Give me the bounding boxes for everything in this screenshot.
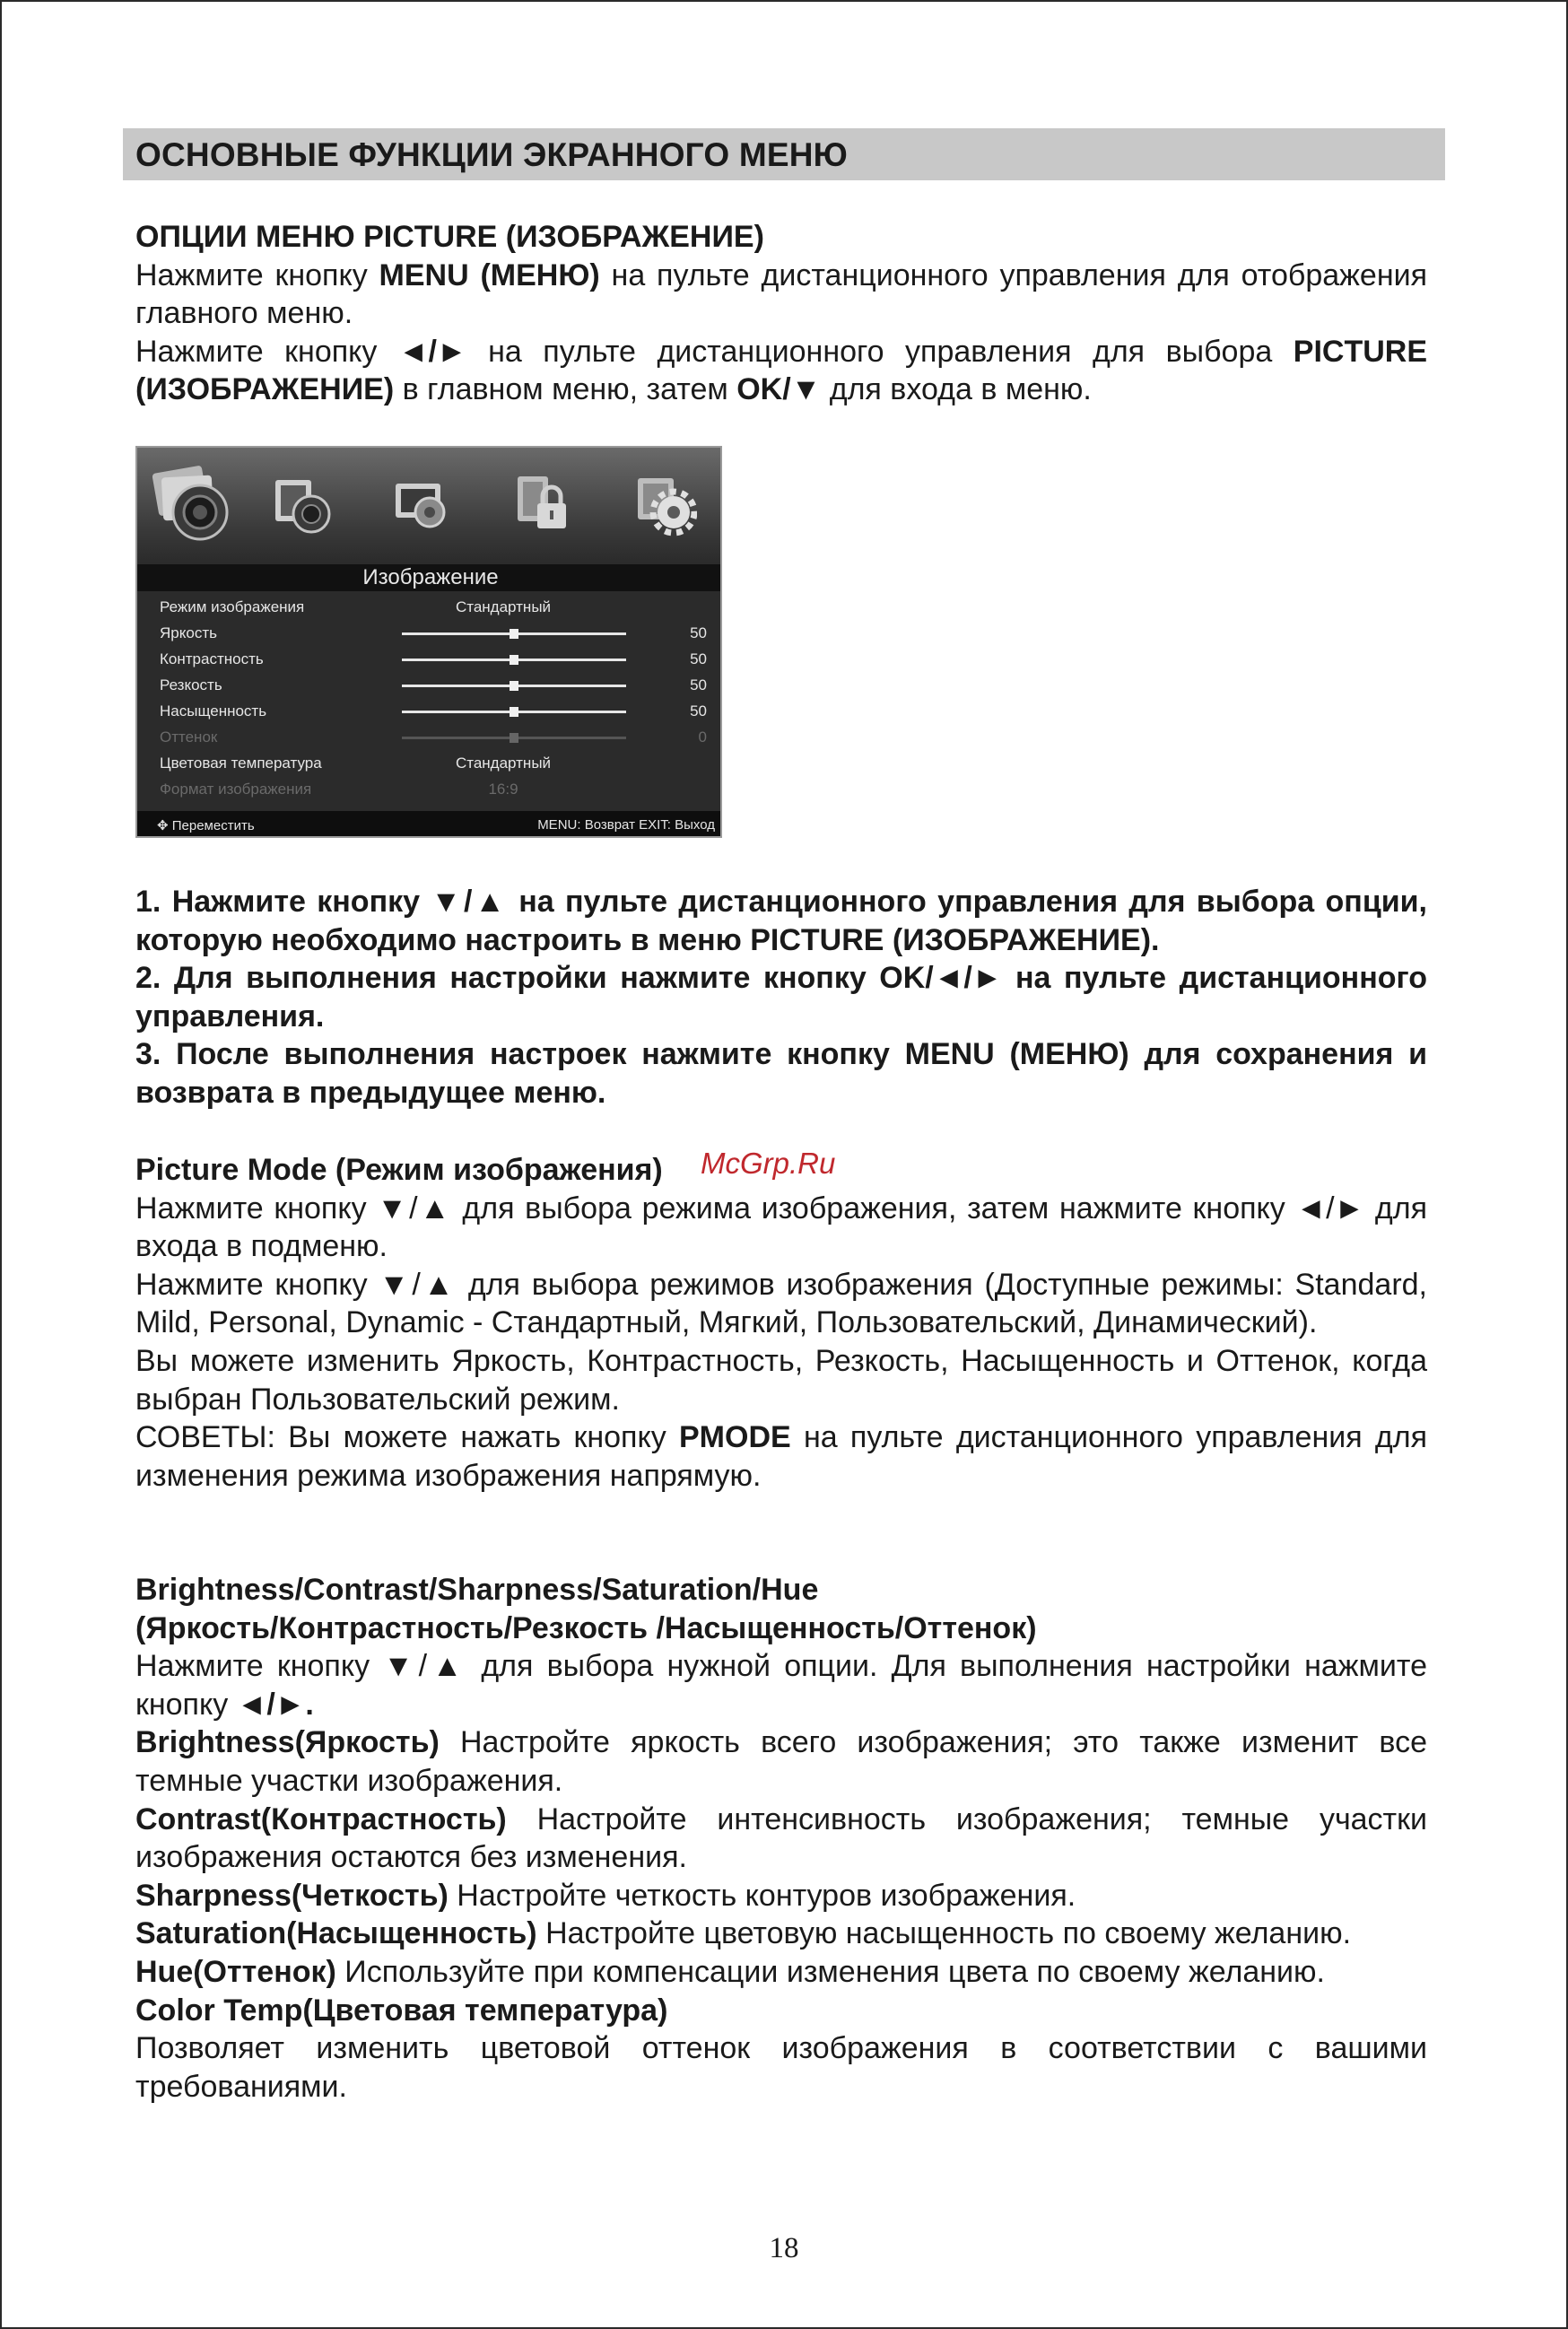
- adjustments-intro: Нажмите кнопку ▼/▲ для выбора нужной опции. Для выполнения настройки нажмите кнопку ◄/►.: [135, 1649, 1427, 1722]
- osd-icon-bar: [137, 448, 722, 563]
- picture-mode-tips: СОВЕТЫ: Вы можете нажать кнопку PMODE на пульте дистанционного управления для изменения режима изображения напрямую.: [135, 1420, 1427, 1493]
- contrast-desc: Contrast(Контрастность) Настройте интенсивность изображения; темные участки изображения остаются без изменения.: [135, 1801, 1427, 1875]
- osd-slider-thumb: [510, 629, 518, 639]
- picture-mode-p2: Нажмите кнопку ▼/▲ для выбора режимов изображения (Доступные режимы: Standard, Mild, Personal, Dynamic - Стандартный, Мягкий, Пользовательский, Динамический).: [135, 1267, 1427, 1340]
- osd-slider: [402, 659, 626, 661]
- intro-paragraph-2: Нажмите кнопку ◄/► на пульте дистанционного управления для выбора PICTURE (ИЗОБРАЖЕНИЕ) в главном меню, затем OK/▼ для входа в меню.: [135, 334, 1427, 407]
- osd-row-contrast: Контрастность 50: [160, 650, 707, 667]
- osd-slider: [402, 711, 626, 713]
- picture-menu-screenshot: [135, 446, 722, 838]
- step-3: 3. После выполнения настроек нажмите кнопку MENU (МЕНЮ) для сохранения и возврата в предыдущее меню.: [135, 1037, 1427, 1110]
- color-temp-desc: Позволяет изменить цветовой оттенок изображения в соответствии с вашими требованиями.: [135, 2031, 1427, 2104]
- section-header: [123, 128, 1445, 180]
- osd-row-sharpness: Резкость 50: [160, 676, 707, 693]
- osd-title-bar: [137, 564, 722, 591]
- osd-row-color-temp: Цветовая температура Стандартный: [160, 755, 552, 772]
- osd-row-brightness: Яркость 50: [160, 624, 707, 641]
- osd-slider-thumb: [510, 681, 518, 691]
- brightness-desc: Brightness(Яркость) Настройте яркость всего изображения; это также изменит все темные участки изображения.: [135, 1725, 1427, 1798]
- osd-slider: [402, 737, 626, 739]
- osd-footer-hints: MENU: Возврат EXIT: Выход: [537, 817, 715, 833]
- sharpness-desc: Sharpness(Четкость) Настройте четкость контуров изображения.: [135, 1878, 1076, 1913]
- osd-slider-thumb: [510, 655, 518, 665]
- osd-footer: [137, 811, 722, 838]
- step-1: 1. Нажмите кнопку ▼/▲ на пульте дистанционного управления для выбора опции, которую необходимо настроить в меню PICTURE (ИЗОБРАЖЕНИЕ).: [135, 885, 1427, 957]
- picture-mode-heading: Picture Mode (Режим изображения): [135, 1153, 663, 1187]
- adjustments-heading-en: Brightness/Contrast/Sharpness/Saturation/Hue: [135, 1573, 819, 1607]
- picture-icon: [150, 460, 236, 546]
- intro-heading: ОПЦИИ МЕНЮ PICTURE (ИЗОБРАЖЕНИЕ): [135, 220, 764, 254]
- osd-title: Изображение: [362, 565, 499, 589]
- hue-desc: Hue(Оттенок) Используйте при компенсации изменения цвета по своему желанию.: [135, 1954, 1325, 1989]
- adjustments-heading-ru: (Яркость/Контрастность/Резкость /Насыщенность/Оттенок): [135, 1610, 1037, 1645]
- osd-footer-move: ✥ Переместить: [157, 818, 255, 833]
- picture-mode-section: [135, 1151, 1427, 1495]
- color-temp-heading: Color Temp(Цветовая температура): [135, 1993, 668, 2028]
- osd-row-saturation: Насыщенность 50: [160, 702, 707, 720]
- osd-row-aspect: Формат изображения 16:9: [160, 781, 518, 798]
- steps-section: [135, 883, 1427, 1112]
- navigate-arrows-icon: ✥: [157, 818, 172, 833]
- picture-mode-p1: Нажмите кнопку ▼/▲ для выбора режима изображения, затем нажмите кнопку ◄/► для входа в подменю.: [135, 1191, 1427, 1264]
- channel-icon: [392, 467, 457, 541]
- step-2: 2. Для выполнения настройки нажмите кнопку OK/◄/► на пульте дистанционного управления.: [135, 961, 1427, 1034]
- intro-paragraph-1: Нажмите кнопку MENU (МЕНЮ) на пульте дистанционного управления для отображения главного меню.: [135, 257, 1427, 331]
- osd-slider-thumb: [510, 707, 518, 717]
- osd-row-hue: Оттенок 0: [160, 728, 707, 746]
- saturation-desc: Saturation(Насыщенность) Настройте цветовую насыщенность по своему желанию.: [135, 1916, 1352, 1951]
- intro-section: [135, 218, 1427, 409]
- settings-icon: [632, 467, 697, 541]
- osd-slider: [402, 685, 626, 687]
- osd-slider-thumb: [510, 733, 518, 743]
- picture-mode-p3: Вы можете изменить Яркость, Контрастность, Резкость, Насыщенность и Оттенок, когда выбран Пользовательский режим.: [135, 1343, 1427, 1417]
- sound-icon: [272, 467, 336, 541]
- osd-row-picture-mode: Режим изображения Стандартный: [160, 598, 552, 615]
- watermark: McGrp.Ru: [701, 1147, 836, 1180]
- section-title: ОСНОВНЫЕ ФУНКЦИИ ЭКРАННОГО МЕНЮ: [135, 136, 849, 173]
- adjustments-section: [135, 1571, 1427, 2106]
- page-number: 18: [769, 2232, 799, 2264]
- lock-icon: [512, 467, 577, 541]
- osd-slider: [402, 632, 626, 635]
